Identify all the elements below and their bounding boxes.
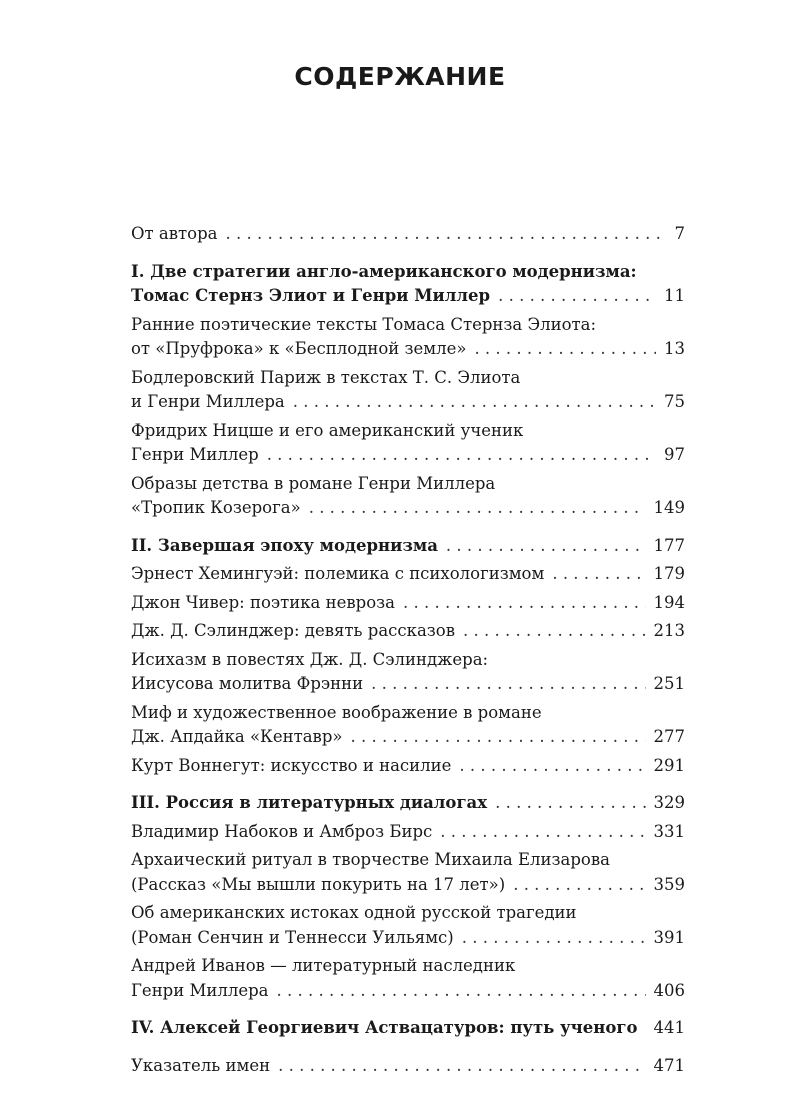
toc-entry (131, 222, 685, 247)
dot-leader (459, 754, 645, 779)
page-number: 7 (674, 224, 685, 243)
dot-leader (278, 1054, 645, 1079)
toc-entry-line (131, 820, 685, 845)
toc-entry-text: Фридрих Ницше и его американский ученик (131, 420, 524, 440)
toc-entry-text: Эрнест Хемингуэй: полемика с психологизмом (131, 564, 545, 583)
page-number: 75 (664, 392, 685, 411)
toc-entry-text: Курт Воннегут: искусство и насилие (131, 755, 452, 775)
toc-entry-text: Миф и художественное воображение в романе (131, 702, 542, 722)
toc-entry-line (131, 873, 685, 898)
toc-entry-line (131, 337, 685, 362)
toc-entry (131, 648, 685, 697)
toc-entry-line (131, 754, 685, 779)
toc-entry-text: (Роман Сенчин и Теннесси Уильямс) (131, 927, 454, 947)
page-number: 277 (653, 727, 685, 746)
toc-entry-text: Томас Стернз Элиот и Генри Миллер (131, 286, 491, 305)
dot-leader (513, 873, 645, 898)
toc-entry-text: II. Завершая эпоху модернизма (131, 535, 438, 555)
toc-entry-line (131, 390, 685, 415)
toc-entry-line (131, 1054, 685, 1079)
toc-entry-text: Ранние поэтические тексты Томаса Стернза Элиота: (131, 314, 597, 334)
page-title: СОДЕРЖАНИЕ (294, 62, 506, 91)
toc-entry-text: Дж. Д. Сэлинджер: девять рассказов (131, 621, 456, 640)
toc-entry-line (131, 1016, 685, 1041)
toc-entry-line (131, 672, 685, 697)
toc-entry-text: «Тропик Козерога» (131, 498, 301, 517)
toc-part-heading (131, 1016, 685, 1041)
toc-entry-text: Об американских истоках одной русской трагедии (131, 903, 577, 922)
toc-entry-text: III. Россия в литературных диалогах (131, 793, 488, 812)
toc-entry (131, 419, 685, 468)
dot-leader (351, 725, 646, 750)
toc-part-heading (131, 534, 685, 559)
toc-entry (131, 591, 685, 616)
toc-entry-text: IV. Алексей Георгиевич Аствацатуров: путь ученого (131, 1018, 638, 1037)
page-number: 251 (653, 674, 685, 693)
toc-entry-text: (Рассказ «Мы вышли покурить на 17 лет») (131, 874, 506, 894)
toc-entry-line (131, 222, 685, 247)
toc-entry-text: и Генри Миллера (131, 392, 285, 411)
toc-entry-line (131, 619, 685, 644)
toc-entry (131, 848, 685, 897)
page-number: 441 (653, 1018, 685, 1037)
toc-entry (131, 366, 685, 415)
page-number: 97 (664, 445, 685, 464)
toc-entry-text: Дж. Апдайка «Кентавр» (131, 727, 343, 746)
toc-entry-text: От автора (131, 224, 218, 243)
toc-entry (131, 562, 685, 587)
toc-entry-text: Джон Чивер: поэтика невроза (131, 592, 396, 612)
toc-entry-text: Андрей Иванов — литературный наследник (131, 956, 516, 975)
dot-leader (552, 562, 645, 587)
toc-entry-line (131, 725, 685, 750)
page-number: 471 (653, 1055, 685, 1075)
toc-entry-line (131, 534, 685, 559)
page-number: 177 (653, 535, 685, 555)
toc-entry-text: Указатель имен (131, 1055, 271, 1075)
toc-entry-line (131, 791, 685, 816)
toc-entry-line (131, 979, 685, 1004)
toc-part-heading (131, 260, 685, 309)
dot-leader (462, 926, 646, 951)
dot-leader (495, 791, 645, 816)
dot-leader (277, 979, 646, 1004)
toc-entry-text: I. Две стратегии англо-американского модернизма: (131, 261, 637, 281)
dot-leader (293, 390, 656, 415)
dot-leader (403, 591, 645, 616)
toc-entry (131, 820, 685, 845)
page-number: 11 (664, 286, 685, 305)
toc-entry-text: Архаический ритуал в творчестве Михаила Елизарова (131, 850, 610, 869)
dot-leader (309, 496, 646, 521)
page-number: 331 (653, 821, 685, 841)
toc-entry-text: Иисусова молитва Фрэнни (131, 674, 364, 693)
toc-entry-text: Исихазм в повестях Дж. Д. Сэлинджера: (131, 649, 489, 669)
dot-leader (226, 222, 667, 247)
page-number: 213 (653, 621, 685, 640)
toc-part-heading (131, 791, 685, 816)
page-number: 391 (653, 927, 685, 947)
toc-entry-line (131, 562, 685, 587)
toc-entry-line (131, 926, 685, 951)
table-of-contents (131, 222, 685, 1078)
page-number: 149 (653, 498, 685, 517)
dot-leader (474, 337, 656, 362)
toc-entry-line (131, 284, 685, 309)
toc-entry (131, 1054, 685, 1079)
toc-entry-text: Владимир Набоков и Амброз Бирс (131, 821, 433, 841)
page-number: 291 (653, 755, 685, 775)
toc-entry (131, 472, 685, 521)
dot-leader (498, 284, 656, 309)
dot-leader (267, 443, 656, 468)
dot-leader (440, 820, 645, 845)
toc-entry (131, 701, 685, 750)
toc-entry-text: Образы детства в романе Генри Миллера (131, 473, 496, 493)
toc-entry (131, 954, 685, 1003)
page-number: 179 (653, 564, 685, 583)
toc-entry (131, 901, 685, 950)
toc-entry (131, 619, 685, 644)
dot-leader (371, 672, 645, 697)
toc-entry-line (131, 496, 685, 521)
toc-entry-text: Генри Миллер (131, 445, 259, 464)
dot-leader (463, 619, 645, 644)
page-number: 13 (664, 339, 685, 358)
page-number: 359 (653, 874, 685, 894)
page-number: 406 (653, 980, 685, 1000)
dot-leader (446, 534, 646, 559)
page-number: 194 (653, 592, 685, 612)
toc-entry (131, 754, 685, 779)
toc-entry (131, 313, 685, 362)
toc-entry-text: от «Пруфрока» к «Бесплодной земле» (131, 339, 467, 358)
toc-entry-line (131, 591, 685, 616)
toc-entry-text: Бодлеровский Париж в текстах Т. С. Элиота (131, 367, 521, 387)
toc-entry-line (131, 443, 685, 468)
page-number: 329 (653, 793, 685, 812)
toc-entry-text: Генри Миллера (131, 980, 269, 1000)
